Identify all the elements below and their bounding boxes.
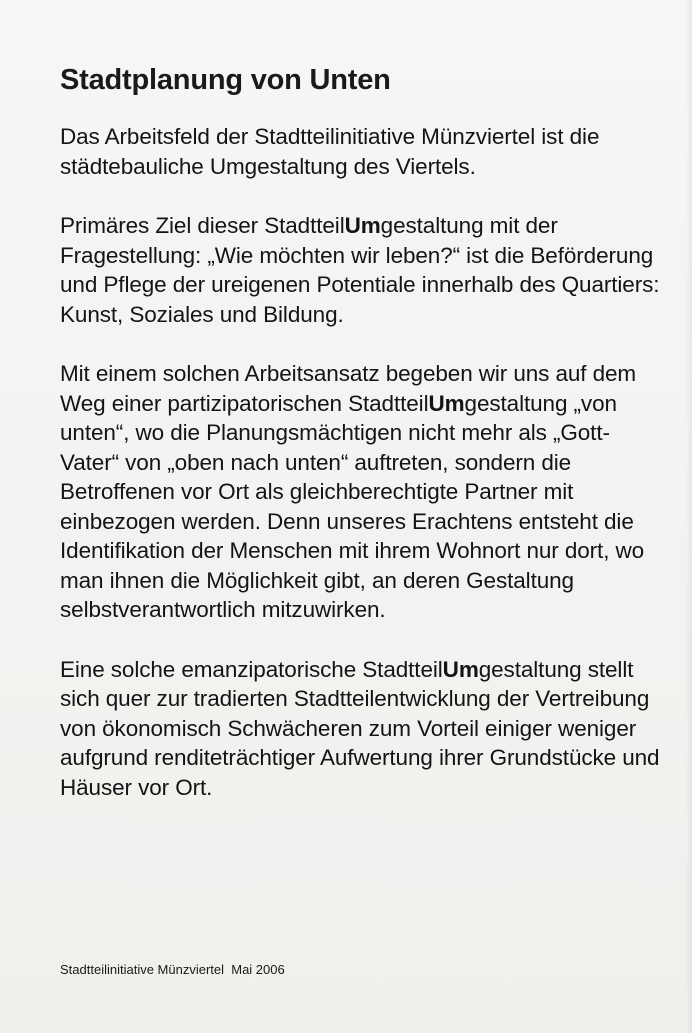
page-edge-shadow bbox=[686, 0, 692, 1033]
paragraph-2-emphasis: Um bbox=[344, 213, 381, 238]
paragraph-3-emphasis: Um bbox=[428, 390, 465, 416]
document-footer: Stadtteilinitiative Münzviertel Mai 2006 bbox=[60, 962, 285, 977]
paragraph-4-emphasis: Um bbox=[442, 656, 479, 682]
paragraph-4-text-a: Eine solche emanzipatorische Stadtteil bbox=[60, 656, 443, 682]
document-body bbox=[60, 58, 660, 802]
paragraph-3 bbox=[60, 359, 660, 625]
paragraph-4 bbox=[60, 655, 660, 803]
paragraph-2-text-a: Primäres Ziel dieser Stadtteil bbox=[60, 213, 345, 238]
paragraph-2-text-b: gestaltung mit der Fragestellung: „Wie möchten wir leben?“ ist die Beförderung und Pflege der ureigenen Potentiale innerhalb des Quartiers: Kunst, Soziales und Bildung. bbox=[60, 213, 660, 327]
paragraph-4-text-b: gestaltung stellt sich quer zur tradierten Stadtteilentwicklung der Vertreibung von ökonomisch Schwächeren zum Vorteil einiger weniger aufgrund renditeträchtiger Aufwertung ihrer Grundstücke und Häuser vor Ort. bbox=[60, 656, 660, 800]
paragraph-2 bbox=[60, 211, 660, 329]
paragraph-3-text-b: gestaltung „von unten“, wo die Planungsmächtigen nicht mehr als „Gott-Vater“ von „oben nach unten“ auftreten, sondern die Betroffenen vor Ort als gleichberechtigte Partner mit einbezogen werden. Denn unseres Erachtens entsteht die Identifikation der Menschen mit ihrem Wohnort nur dort, wo man ihnen die Möglichkeit gibt, an deren Gestaltung selbstverantwortlich mitzuwirken. bbox=[60, 390, 645, 622]
paragraph-1: Das Arbeitsfeld der Stadtteilinitiative Münzviertel ist die städtebauliche Umgestaltung des Viertels. bbox=[60, 124, 600, 179]
paragraph-3-text-a: Mit einem solchen Arbeitsansatz begeben wir uns auf dem Weg einer partizipatorischen Stadtteil bbox=[60, 361, 637, 416]
document-title: Stadtplanung von Unten bbox=[60, 64, 391, 96]
